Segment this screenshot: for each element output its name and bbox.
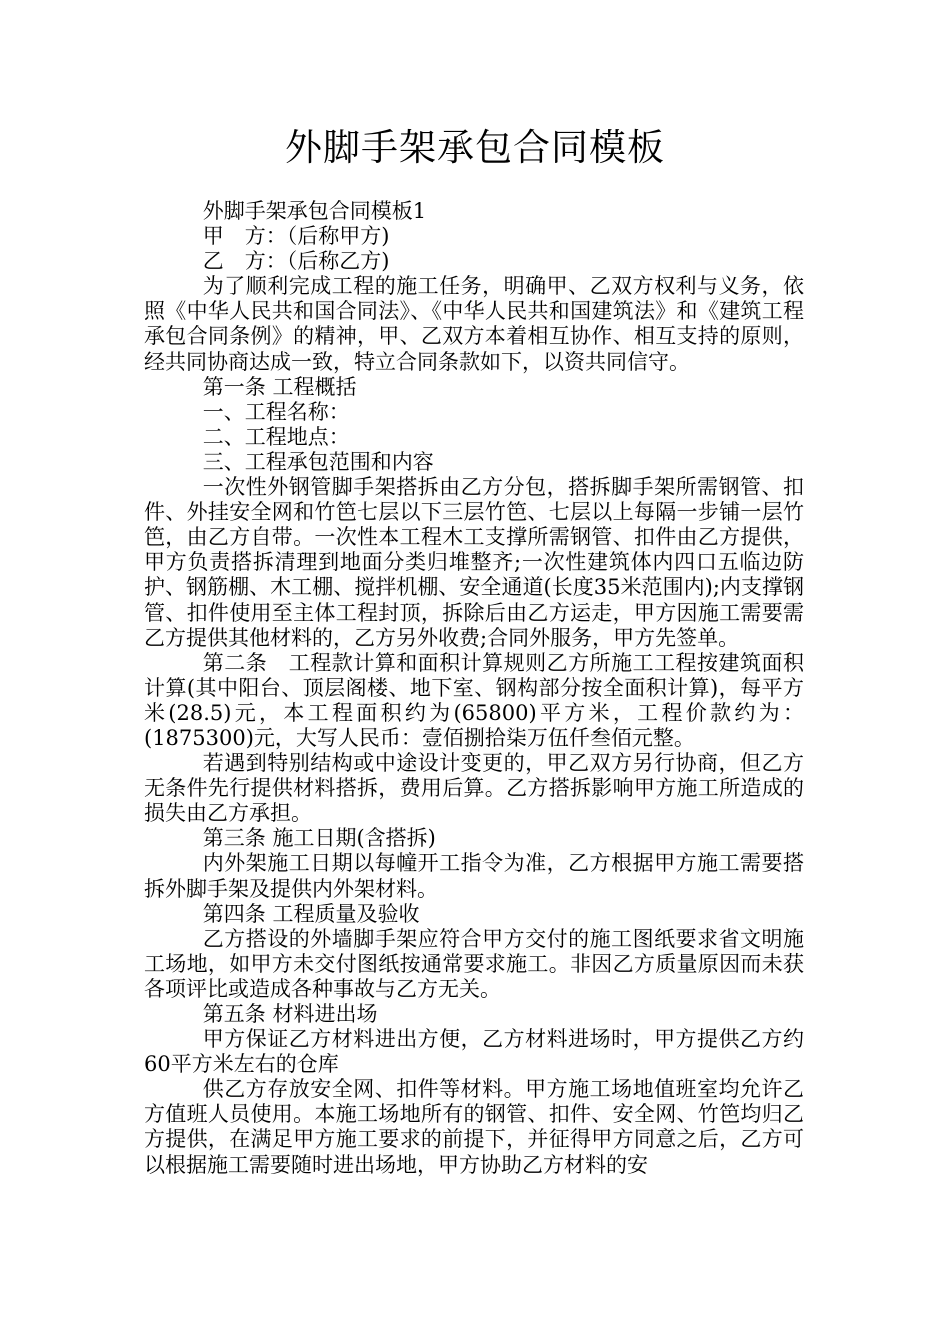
document-title: 外脚手架承包合同模板 xyxy=(285,126,665,169)
project-name-line: 一、工程名称： xyxy=(202,399,350,424)
materials-paragraph: 甲方保证乙方材料进出方便，乙方材料进场时，甲方提供乙方约60平方米左右的仓库 xyxy=(144,1027,804,1077)
project-location-line: 二、工程地点： xyxy=(202,424,350,449)
design-change-paragraph: 若遇到特别结构或中途设计变更的，甲乙双方另行协商，但乙方无条件先行提供材料搭拆，费用后算。乙方搭拆影响甲方施工所造成的损失由乙方承担。 xyxy=(144,751,804,826)
document-body xyxy=(144,199,804,1178)
article-1-heading: 第一条 工程概括 xyxy=(202,374,357,399)
article-5-heading: 第五条 材料进出场 xyxy=(202,1002,378,1026)
schedule-paragraph: 内外架施工日期以每幢开工指令为准，乙方根据甲方施工需要搭拆外脚手架及提供内外架材料。 xyxy=(144,851,804,901)
article-4-heading: 第四条 工程质量及验收 xyxy=(202,901,420,926)
party-b-line: 乙 方：（后称乙方) xyxy=(202,249,390,274)
article-3-heading: 第三条 施工日期(含搭拆) xyxy=(202,826,436,851)
materials-continued-paragraph: 供乙方存放安全网、扣件等材料。甲方施工场地值班室均允许乙方值班人员使用。本施工场地所有的钢管、扣件、安全网、竹笆均归乙方提供，在满足甲方施工要求的前提下，并征得甲方同意之后，乙方可以根据施工需要随时进出场地，甲方协助乙方材料的安 xyxy=(144,1077,804,1177)
quality-paragraph: 乙方搭设的外墙脚手架应符合甲方交付的施工图纸要求省文明施工场地，如甲方未交付图纸按通常要求施工。非因乙方质量原因而未获各项评比或造成各种事故与乙方无关。 xyxy=(144,926,804,1001)
party-a-line: 甲 方：（后称甲方) xyxy=(202,224,390,249)
paragraph-heading: 外脚手架承包合同模板1 xyxy=(202,199,427,223)
article-2-paragraph: 第二条 工程款计算和面积计算规则乙方所施工工程按建筑面积计算(其中阳台、顶层阁楼、地下室、钢构部分按全面积计算)，每平方米(28.5)元，本工程面积约为(65800)平方米，工程价款约为：(1875300)元，大写人民币：壹佰捌拾柒万伍仟叁佰元整。 xyxy=(144,650,804,750)
scope-heading: 三、工程承包范围和内容 xyxy=(202,449,434,474)
preamble-paragraph: 为了顺利完成工程的施工任务，明确甲、乙双方权利与义务，依照《中华人民共和国合同法》、《中华人民共和国建筑法》和《建筑工程承包合同条例》的精神，甲、乙双方本着相互协作、相互支持的原则，经共同协商达成一致，特立合同条款如下，以资共同信守。 xyxy=(144,274,804,374)
scope-paragraph: 一次性外钢管脚手架搭拆由乙方分包，搭拆脚手架所需钢管、扣件、外挂安全网和竹笆七层以下三层竹笆、七层以上每隔一步铺一层竹笆，由乙方自带。一次性本工程木工支撑所需钢管、扣件由乙方提供，甲方负责搭拆清理到地面分类归堆整齐;一次性建筑体内四口五临边防护、钢筋棚、木工棚、搅拌机棚、安全通道(长度35米范围内);内支撑钢管、扣件使用至主体工程封顶，拆除后由乙方运走，甲方因施工需要需乙方提供其他材料的，乙方另外收费;合同外服务，甲方先签单。 xyxy=(144,475,804,650)
